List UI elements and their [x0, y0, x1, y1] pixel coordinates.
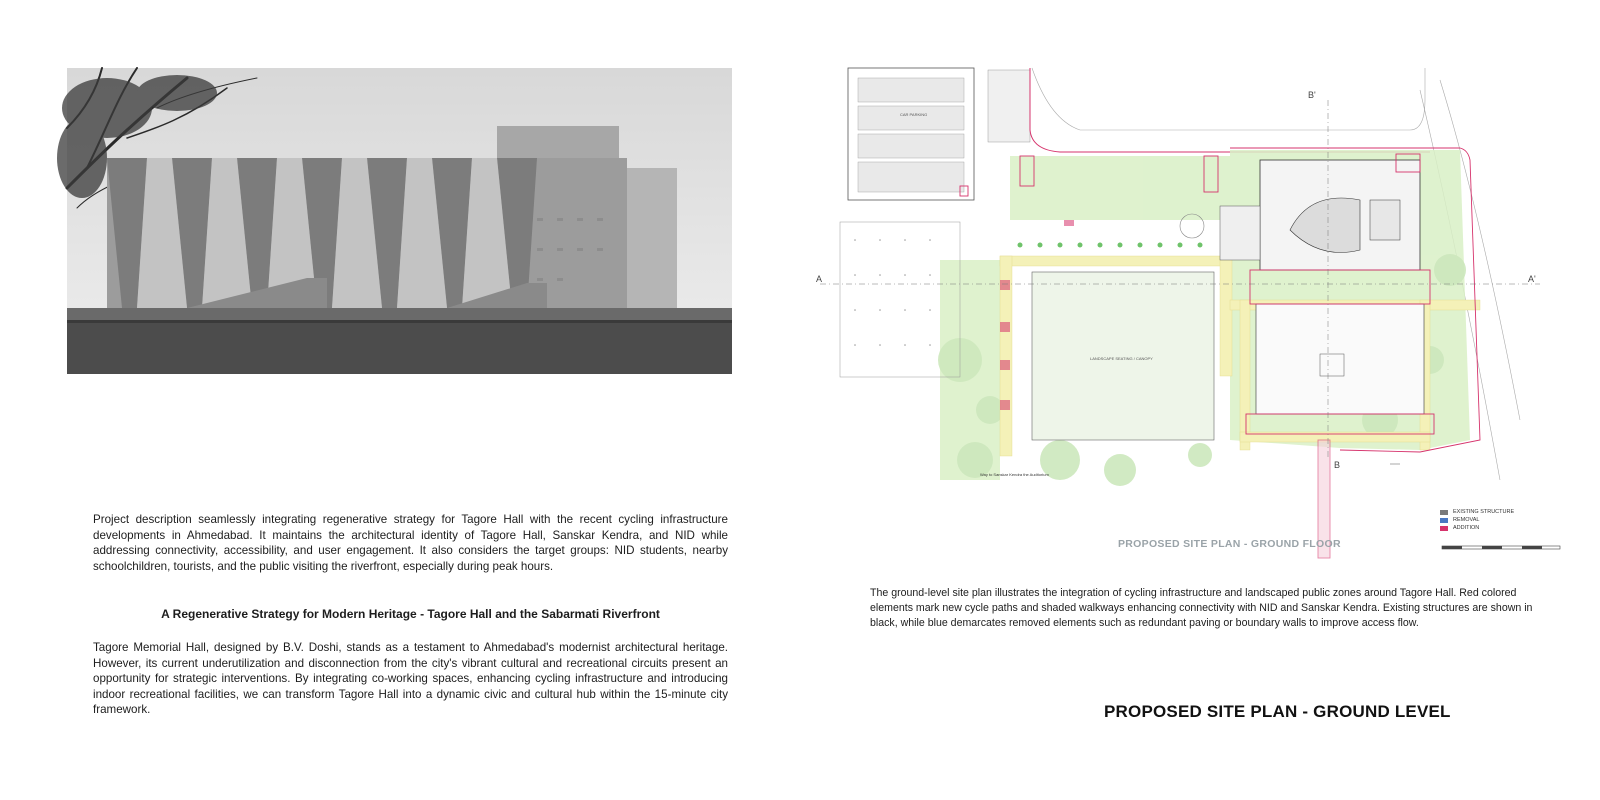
- legend-item-addition: [1440, 524, 1514, 532]
- intro-paragraph: Project description seamlessly integrating regenerative strategy for Tagore Hall with the recent cycling infrastructure developments in Ahmedabad. It maintains the architectural identity of Tagore Hall, Sanskar Kendra, and NID while addressing connectivity, accessibility, and user engagement. It also considers the target groups: NID students, nearby schoolchildren, tourists, and the public visiting the riverfront, especially during peak hours.: [93, 513, 728, 573]
- page-title: PROPOSED SITE PLAN - GROUND LEVEL: [1104, 702, 1451, 721]
- legend-swatch: [1440, 518, 1448, 523]
- legend-label: REMOVAL: [1453, 517, 1480, 523]
- entry-label: Way to Sanskar Kendra the Auditorium: [980, 472, 1049, 477]
- landscape-label: LANDSCAPE SEATING / CANOPY: [1090, 356, 1153, 361]
- legend-item-removal: [1440, 516, 1514, 524]
- legend-swatch: [1440, 526, 1448, 531]
- legend-item-existing: [1440, 508, 1514, 516]
- body-paragraph: Tagore Memorial Hall, designed by B.V. Doshi, stands as a testament to Ahmedabad's modernist architectural heritage. However, its current underutilization and disconnection from the city's vibrant cultural and recreational circuits present an opportunity for strategic interventions. By integrating co-working spaces, enhancing cycling infrastructure and introducing indoor recreational facilities, we can transform Tagore Hall into a dynamic civic and cultural hub within the 15-minute city framework.: [93, 641, 728, 717]
- plan-description: The ground-level site plan illustrates the integration of cycling infrastructure and landscaped public zones around Tagore Hall. Red colored elements mark new cycle paths and shaded walkways enhancing connectivity with NID and Sanskar Kendra. Existing structures are shown in black, while blue demarcates removed elements such as redundant paving or boundary walls to improve access flow.: [870, 587, 1533, 629]
- section-a-right: A': [1528, 274, 1536, 284]
- plan-legend: [1440, 508, 1514, 532]
- section-a-left: A: [816, 274, 823, 284]
- scale-bar: [1442, 544, 1560, 552]
- legend-label: ADDITION: [1453, 525, 1480, 531]
- tagore-hall-photo: [67, 68, 732, 374]
- section-heading: A Regenerative Strategy for Modern Heritage - Tagore Hall and the Sabarmati Riverfront: [161, 607, 660, 621]
- section-b-top: B': [1308, 90, 1316, 100]
- section-b-bottom: B: [1334, 460, 1341, 470]
- car-parking-label: CAR PARKING: [900, 112, 928, 117]
- plan-caption: PROPOSED SITE PLAN - GROUND FLOOR: [1118, 538, 1341, 550]
- legend-label: EXISTING STRUCTURE: [1453, 509, 1515, 515]
- site-plan-drawing: [816, 60, 1560, 560]
- legend-swatch: [1440, 510, 1448, 515]
